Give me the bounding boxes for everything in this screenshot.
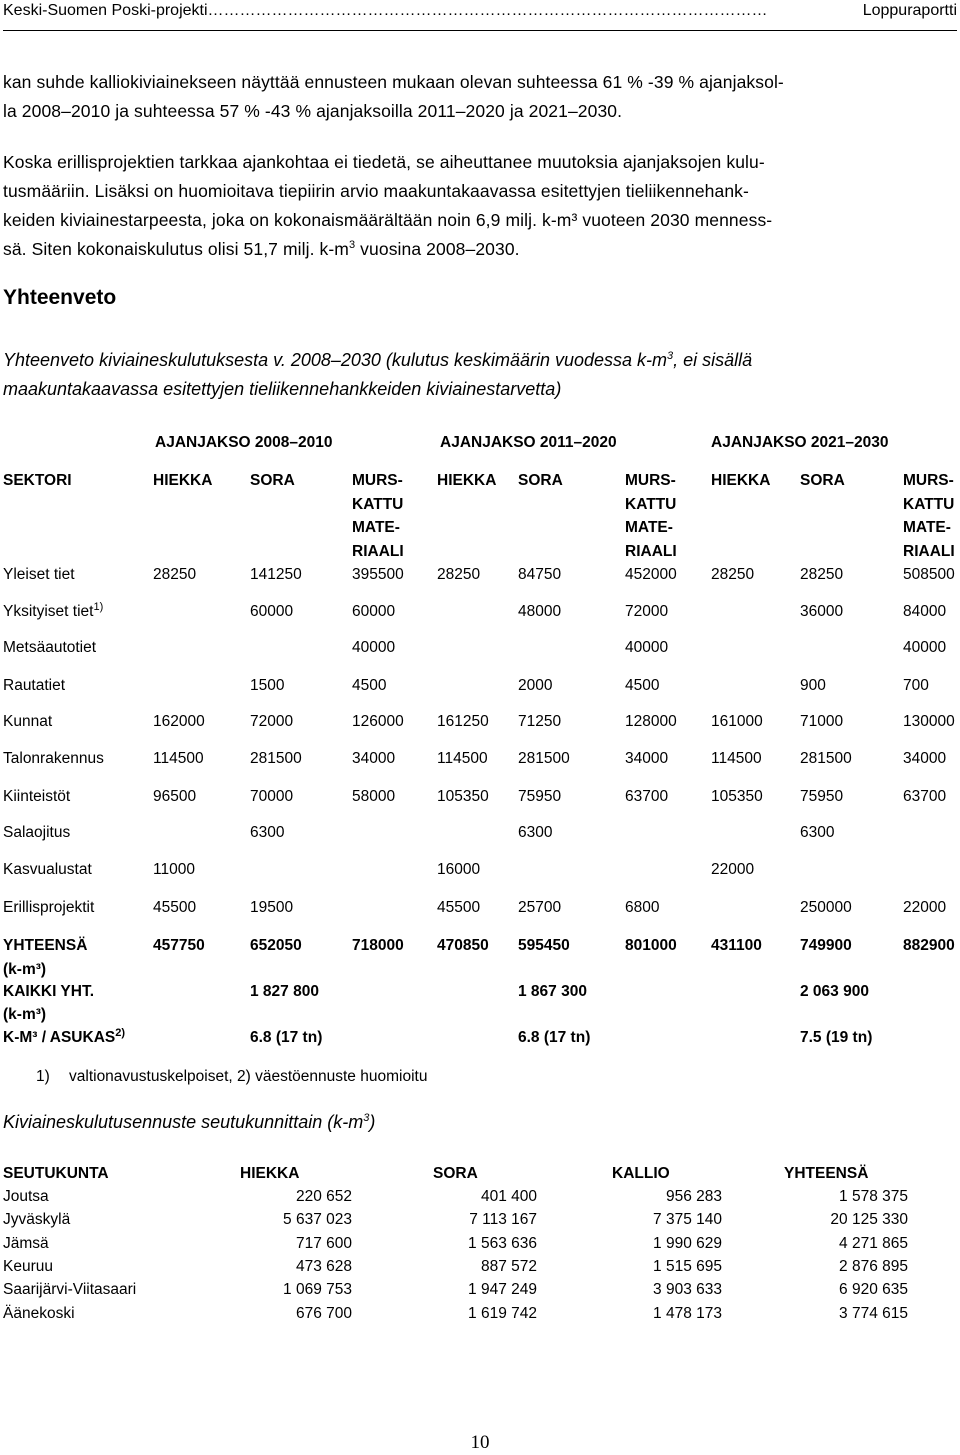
column-header: YHTEENSÄ [784, 1165, 869, 1182]
total-cell: 801000 [625, 937, 677, 954]
table-cell: 128000 [625, 713, 677, 730]
region-name: Keuruu [3, 1257, 53, 1275]
table-cell: 45500 [153, 899, 197, 916]
table-cell: 22000 [903, 899, 947, 916]
table-cell: 114500 [711, 750, 762, 767]
table-cell: 1 578 375 [839, 1188, 908, 1205]
region-name: Jämsä [3, 1234, 49, 1252]
table-cell: 4500 [352, 677, 387, 694]
text-line: Koska erillisprojektien tarkkaa ajankohtaa ei tiedetä, se aiheuttanee muutoksia ajanjaksojen kulu- [3, 152, 765, 172]
table2-caption: Kiviaineskulutusennuste seutukunnittain $(k-m^3)$ [3, 1112, 376, 1132]
table-cell: 28250 [711, 566, 755, 583]
header-report-type: Loppuraportti [862, 2, 957, 19]
table-cell: 40000 [903, 639, 947, 656]
murskattu-header: RIAALI [625, 542, 677, 560]
total-cell: 431100 [711, 937, 762, 954]
column-header: SEUTUKUNTA [3, 1165, 109, 1182]
table-cell: 96500 [153, 788, 197, 805]
table-cell: 22000 [711, 861, 755, 878]
table-cell: 281500 [250, 750, 302, 767]
murskattu-header: RIAALI [352, 542, 404, 560]
table-cell: 105350 [437, 788, 489, 805]
table-cell: 6800 [625, 899, 660, 916]
period-header: AJANJAKSO 2021–2030 [711, 434, 889, 451]
paragraph-2 [3, 148, 955, 264]
hiekka-header: HIEKKA [153, 472, 213, 489]
table-cell: 34000 [352, 750, 396, 767]
total-cell: 457750 [153, 937, 205, 954]
text-line: tusmääriin. Lisäksi on huomioitava tiepiirin arvio maakuntakaavassa esitettyjen tieliikennehank- [3, 181, 749, 201]
table-cell: 900 [800, 677, 826, 694]
table-cell: 161250 [437, 713, 489, 730]
per-capita-cell: 6.8 (17 tn) [250, 1029, 323, 1046]
table-cell: 6300 [800, 824, 835, 841]
table-cell: 395500 [352, 566, 404, 583]
total-cell: 595450 [518, 937, 570, 954]
table-cell: 2000 [518, 677, 553, 694]
grand-total-cell: 2 063 900 [800, 983, 869, 1000]
table-cell: 956 283 [665, 1188, 722, 1205]
table-cell: 1 515 695 [653, 1257, 722, 1275]
period-header: AJANJAKSO 2008–2010 [155, 434, 333, 451]
section-heading: Yhteenveto [3, 286, 117, 309]
text-line: keiden kiviainestarpeesta, joka on kokonaismäärältään noin 6,9 milj. k-m³ vuoteen 2030 menness- [3, 210, 773, 230]
table-cell: 40000 [352, 639, 396, 656]
table-cell: 4500 [625, 677, 660, 694]
table1-caption: Yhteenveto kiviaineskulutuksesta v. 2008–2030 (kulutus keskimäärin vuodessa $k-m^3$, ei sisällä maakuntakaavassa esitettyjen tieliikennehankkeiden kiviainestarvetta) [3, 350, 753, 399]
total-cell: 470850 [437, 937, 489, 954]
table-cell: 6300 [250, 824, 285, 841]
total-unit: (k-m³) [3, 961, 47, 978]
table-cell: 36000 [800, 603, 844, 620]
region-name: Jyväskylä [3, 1211, 71, 1229]
column-header: HIEKKA [240, 1165, 300, 1182]
footnote-marker: 2) [115, 1026, 126, 1039]
table-cell: 3 903 633 [653, 1281, 722, 1299]
column-header: SORA [433, 1165, 478, 1182]
grand-total-cell: 1 867 300 [518, 983, 587, 1000]
sector-label: Kasvualustat [3, 861, 92, 878]
table-cell: 1 947 249 [468, 1281, 537, 1299]
total-cell: 882900 [903, 937, 955, 954]
footnote-marker: 1) [93, 600, 104, 613]
table-cell: 63700 [625, 788, 669, 805]
table-cell: 250000 [800, 899, 852, 916]
table-cell: 63700 [903, 788, 947, 805]
table-cell: 473 628 [295, 1257, 352, 1275]
sector-header: SEKTORI [3, 472, 72, 489]
table-cell: 887 572 [480, 1257, 537, 1275]
region-name: Joutsa [3, 1188, 49, 1205]
table-cell: 70000 [250, 788, 294, 805]
sector-label: Yleiset tiet [3, 566, 75, 583]
table-cell: 6300 [518, 824, 553, 841]
murskattu-header: MURS- [903, 472, 954, 489]
table-cell: 105350 [711, 788, 763, 805]
hiekka-header: HIEKKA [437, 472, 497, 489]
paragraph-1 [3, 68, 955, 126]
per-capita-cell: 7.5 (19 tn) [800, 1029, 873, 1046]
table-cell: 7 113 167 [469, 1211, 537, 1229]
table-cell: 1 478 173 [653, 1304, 722, 1322]
table-cell: 281500 [800, 750, 852, 767]
table-cell: 508500 [903, 566, 955, 583]
table-cell: 126000 [352, 713, 404, 730]
table-cell: 1 563 636 [468, 1234, 537, 1252]
table-cell: 1 619 742 [468, 1304, 537, 1322]
table-cell: 452000 [625, 566, 677, 583]
murskattu-header: KATTU [903, 495, 955, 513]
murskattu-header: MURS- [625, 472, 676, 489]
period-header: AJANJAKSO 2011–2020 [440, 434, 617, 451]
total-cell: 718000 [352, 937, 404, 954]
table-cell: 34000 [903, 750, 947, 767]
table-cell: 1 069 753 [283, 1281, 352, 1299]
sector-label: Metsäautotiet [3, 639, 97, 656]
table-cell: 45500 [437, 899, 481, 916]
table-cell: 220 652 [295, 1188, 352, 1205]
sora-header: SORA [518, 472, 563, 489]
text-line: la 2008–2010 ja suhteessa 57 % -43 % ajanjaksoilla 2011–2020 ja 2021–2030. [3, 101, 623, 121]
sector-label: Talonrakennus [3, 750, 104, 767]
table-cell: 162000 [153, 713, 205, 730]
sector-label: Rautatiet [3, 677, 66, 694]
murskattu-header: MATE- [903, 519, 951, 536]
text-line: kan suhde kalliokiviainekseen näyttää ennusteen mukaan olevan suhteessa 61 % -39 % ajanjaksol- [3, 72, 784, 92]
table-cell: 281500 [518, 750, 570, 767]
murskattu-header: MATE- [625, 519, 673, 536]
total-cell: 749900 [800, 937, 852, 954]
table-cell: 2 876 895 [839, 1257, 908, 1275]
murskattu-header: RIAALI [903, 542, 955, 560]
murskattu-header: KATTU [352, 495, 404, 513]
region-name: Saarijärvi-Viitasaari [3, 1281, 137, 1299]
sector-label: Erillisprojektit [3, 899, 95, 916]
grand-total-label: KAIKKI YHT. [3, 983, 95, 1000]
table-cell: 75950 [800, 788, 844, 805]
table-cell: 676 700 [295, 1304, 352, 1322]
table-cell: 5 637 023 [283, 1211, 352, 1229]
table-cell: 1500 [250, 677, 285, 694]
table-cell: 7 375 140 [653, 1211, 722, 1229]
table-cell: 4 271 865 [839, 1234, 908, 1252]
sora-header: SORA [800, 472, 845, 489]
table-cell: 114500 [437, 750, 488, 767]
table-cell: 28250 [437, 566, 481, 583]
table-cell: 28250 [800, 566, 844, 583]
page-number: 10 [470, 1432, 490, 1453]
column-header: KALLIO [612, 1165, 670, 1182]
table-cell: 161000 [711, 713, 763, 730]
table-cell: 1 990 629 [653, 1234, 722, 1252]
table-cell: 401 400 [480, 1188, 537, 1205]
header-rule [3, 30, 957, 31]
table-cell: 40000 [625, 639, 669, 656]
footnote: 1) valtionavustuskelpoiset, 2) väestöennuste huomioitu [36, 1068, 428, 1085]
sector-label: Kunnat [3, 713, 53, 730]
table-cell: 48000 [518, 603, 562, 620]
page-header [3, 2, 957, 24]
sector-label: Yksityiset tiet$^{1)}$ [3, 600, 104, 620]
table-cell: 25700 [518, 899, 562, 916]
text-line: sä. Siten kokonaiskulutus olisi 51,7 milj. $k-m^3$ vuosina 2008–2030. [3, 239, 520, 259]
table-cell: 700 [903, 677, 929, 694]
header-project-name: Keski-Suomen Poski-projekti…………………………………………………………………………………………… [3, 2, 768, 19]
table-cell: 717 600 [295, 1234, 352, 1252]
table-cell: 20 125 330 [830, 1211, 908, 1229]
table-cell: 75950 [518, 788, 562, 805]
table-cell: 84750 [518, 566, 562, 583]
grand-total-unit: (k-m³) [3, 1006, 47, 1023]
per-capita-label: K-M³ / ASUKAS$^{2)}$ [3, 1026, 126, 1046]
table-cell: 60000 [250, 603, 294, 620]
table-cell: 130000 [903, 713, 955, 730]
table-cell: 58000 [352, 788, 396, 805]
table-cell: 11000 [153, 861, 195, 878]
region-name: Äänekoski [3, 1304, 75, 1322]
table-cell: 71250 [518, 713, 562, 730]
table-cell: 3 774 615 [839, 1304, 908, 1322]
table-cell: 16000 [437, 861, 481, 878]
table-cell: 84000 [903, 603, 947, 620]
table-cell: 71000 [800, 713, 844, 730]
sora-header: SORA [250, 472, 295, 489]
murskattu-header: MURS- [352, 472, 403, 489]
table-cell: 72000 [250, 713, 294, 730]
total-cell: 652050 [250, 937, 302, 954]
table-cell: 141250 [250, 566, 302, 583]
table-cell: 60000 [352, 603, 396, 620]
table-cell: 19500 [250, 899, 294, 916]
table-cell: 6 920 635 [839, 1281, 908, 1299]
table-cell: 34000 [625, 750, 669, 767]
table-cell: 114500 [153, 750, 204, 767]
total-label: YHTEENSÄ [3, 937, 88, 954]
sector-label: Salaojitus [3, 824, 71, 841]
table-cell: 28250 [153, 566, 197, 583]
murskattu-header: KATTU [625, 495, 677, 513]
per-capita-cell: 6.8 (17 tn) [518, 1029, 591, 1046]
grand-total-cell: 1 827 800 [250, 983, 319, 1000]
table-cell: 72000 [625, 603, 669, 620]
hiekka-header: HIEKKA [711, 472, 771, 489]
murskattu-header: MATE- [352, 519, 400, 536]
sector-label: Kiinteistöt [3, 788, 71, 805]
